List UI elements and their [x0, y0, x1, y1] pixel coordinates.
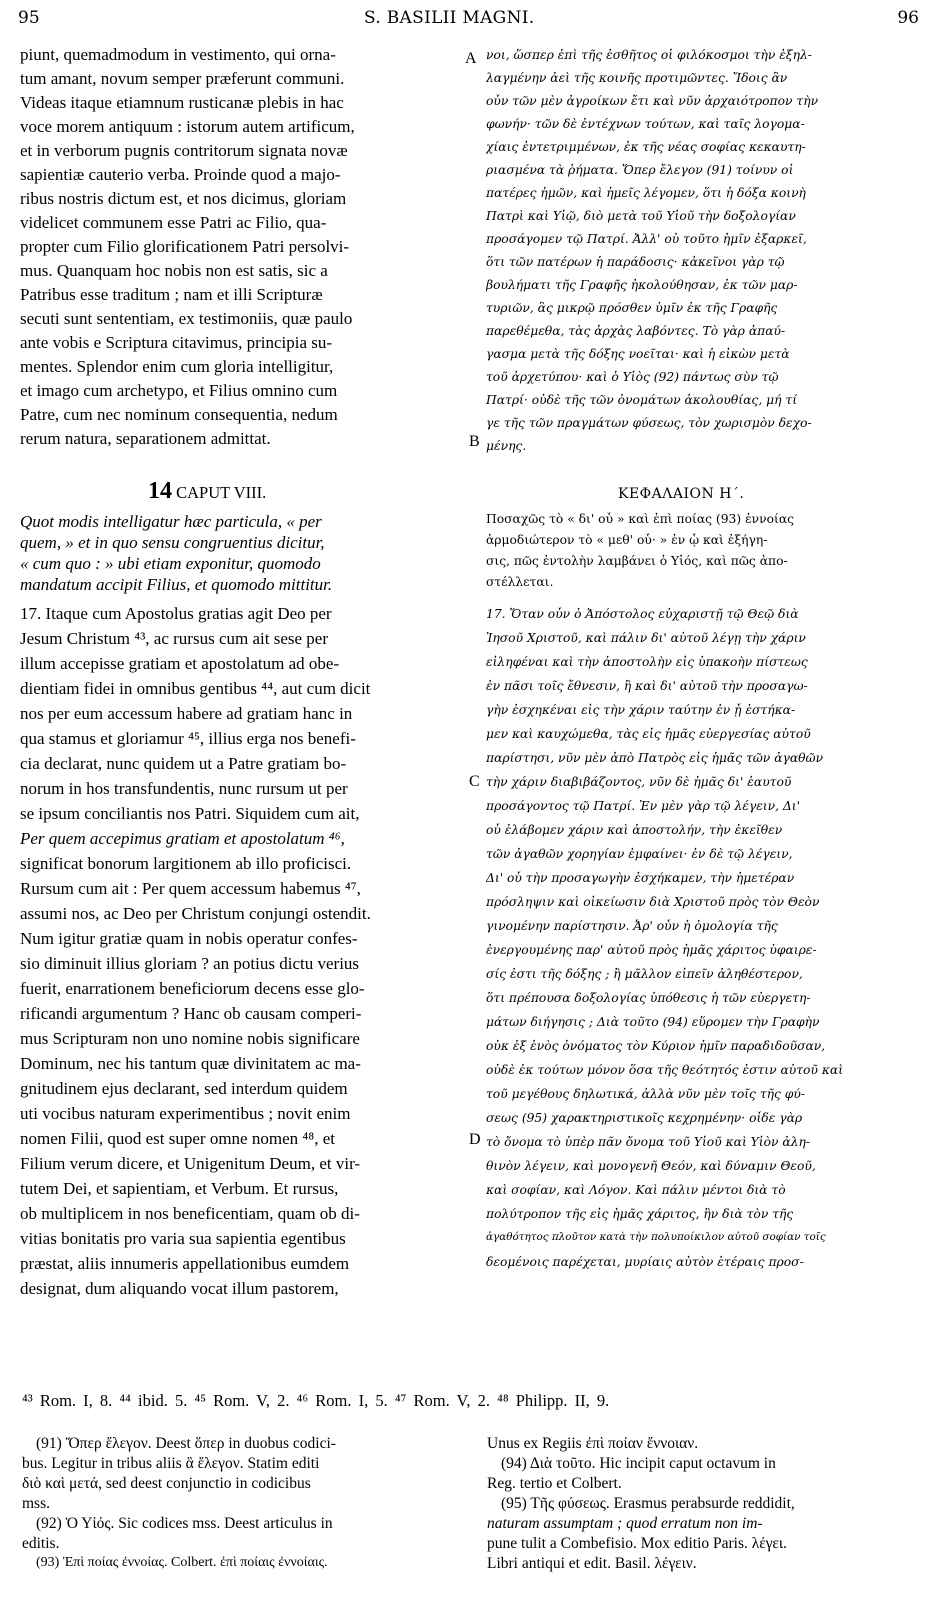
latin-line: 17. Itaque cum Apostolus gratias agit Deo per: [20, 604, 332, 623]
latin-line: mentes. Splendor enim cum gloria intelligitur,: [20, 357, 334, 376]
greek-line: καὶ σοφίαν, καὶ Λόγον. Καὶ πάλιν μέντοι διὰ τὸ: [486, 1183, 786, 1197]
chapter-title-latin: CAPUT VIII.: [176, 483, 267, 502]
greek-line: πρόσληψιν καὶ οἰκείωσιν διὰ Χριστοῦ πρὸς τὸν Θεὸν: [486, 895, 820, 909]
latin-line: uti vocibus naturam experimentibus ; novit enim: [20, 1104, 351, 1123]
greek-line: τυριῶν, ἃς μικρῷ πρόσθεν ὑμῖν ἐκ τῆς Γραφῆς: [486, 301, 778, 315]
margin-letter-a: A: [465, 50, 477, 67]
greek-line: Ἰησοῦ Χριστοῦ, καὶ πάλιν δι' αὐτοῦ λέγῃ τὴν χάριν: [486, 631, 806, 645]
footnote-line: mss.: [22, 1495, 50, 1512]
latin-line: Patribus esse traditum ; nam et illi Scripturæ: [20, 285, 323, 304]
latin-line: præstat, aliis innumeris appellationibus eumdem: [20, 1254, 350, 1273]
latin-line: Dominum, nec his tantum quæ divinitatem ac ma-: [20, 1054, 361, 1073]
greek-line: προσάγοντος τῷ Πατρί. Ἐν μὲν γὰρ τῷ λέγειν, Δι': [486, 799, 800, 813]
latin-line: dientiam fidei in omnibus gentibus ⁴⁴, aut cum dicit: [20, 679, 371, 698]
footnote-line: διὸ καὶ μετά, sed deest conjunctio in codicibus: [22, 1475, 311, 1492]
latin-line: tum amant, novum semper præferunt communi.: [20, 69, 345, 88]
footnote-line: naturam assumptam ; quod erratum non im-: [487, 1515, 763, 1532]
greek-line: παρίστησι, νῦν μὲν ἀπὸ Πατρὸς εἰς ἡμᾶς τῶν ἀγαθῶν: [486, 751, 824, 765]
latin-line: tutem Dei, et sapientiam, et Verbum. Et rursus,: [20, 1179, 339, 1198]
scripture-references: ⁴³ Rom. I, 8. ⁴⁴ ibid. 5. ⁴⁵ Rom. V, 2. ⁴⁶ Rom. I, 5. ⁴⁷ Rom. V, 2. ⁴⁸ Philipp. II, 9.: [22, 1391, 610, 1410]
greek-line: φωνήν· τῶν δὲ ἐντέχνων τούτων, καὶ ταῖς λογομα-: [486, 117, 805, 131]
latin-line: assumi nos, ac Deo per Christum conjungi ostendit.: [20, 904, 371, 923]
latin-line: norum in hos transfundentis, nunc rursum ut per: [20, 779, 348, 798]
margin-letter-c: C: [469, 773, 480, 790]
latin-line: nos per eum accessum habere ad gratiam hanc in: [20, 704, 353, 723]
latin-line: voce morem antiquum : istorum autem artificum,: [20, 117, 355, 136]
greek-line: ἐν πᾶσι τοῖς ἔθνεσιν, ἢ καὶ δι' αὐτοῦ τὴν προσαγω-: [486, 679, 808, 693]
greek-line: πατέρες ἡμῶν, καὶ ἡμεῖς λέγομεν, ὅτι ἡ δόξα κοινὴ: [486, 186, 806, 200]
summary-line: ἁρμοδιώτερον τὸ « μεθ' οὗ· » ἐν ᾧ καὶ ἐξήγη-: [486, 533, 768, 547]
greek-line: ἀγαθότητος πλοῦτον κατὰ τὴν πολυποίκιλον αὐτοῦ σοφίαν τοῖς: [486, 1231, 826, 1243]
greek-line: τοῦ ἀρχετύπου· καὶ ὁ Υἱὸς (92) πάντως σὺν τῷ: [486, 370, 779, 384]
greek-line: μένης.: [486, 439, 527, 453]
latin-line: qua stamus et gloriamur ⁴⁵, illius erga nos benefi-: [20, 729, 356, 748]
greek-line: τὴν χάριν διαβιβάζοντος, νῦν δὲ ἡμᾶς δι' ἑαυτοῦ: [486, 775, 792, 789]
greek-line: νοι, ὥσπερ ἐπὶ τῆς ἐσθῆτος οἱ φιλόκοσμοι τὴν ἐξηλ-: [486, 48, 812, 62]
greek-line: οὖν τῶν μὲν ἀγροίκων ἔτι καὶ νῦν ἀρχαιότροπον τὴν: [486, 94, 819, 108]
greek-line: σεως (95) χαρακτηριστικοῖς κεχρημένην· οἶδε γὰρ: [486, 1111, 803, 1125]
footnote-line: bus. Legitur in tribus aliis ἃ ἔλεγον. Statim editi: [22, 1455, 320, 1472]
latin-line: ante vobis e Scriptura citavimus, principia su-: [20, 333, 333, 352]
latin-line: Per quem accepimus gratiam et apostolatum ⁴⁶,: [20, 829, 345, 848]
latin-line: designat, dum aliquando vocat illum pastorem,: [20, 1279, 339, 1298]
latin-line: propter cum Filio glorificationem Patri persolvi-: [20, 237, 350, 256]
latin-line: et imago cum archetypo, et Filius omnino cum: [20, 381, 338, 400]
summary-line: στέλλεται.: [486, 575, 554, 589]
latin-line: sapientiæ cauterio verba. Proinde quod a majo-: [20, 165, 341, 184]
right-page-number: 96: [897, 8, 919, 28]
greek-line: χίαις ἐντετριμμένων, ἐκ τῆς νέας σοφίας κεκαυτη-: [486, 140, 806, 154]
chapter-title-greek: ΚΕΦΑΛΑΙΟΝ Η΄.: [618, 486, 745, 502]
greek-line: Πατρὶ καὶ Υἱῷ, διὸ μετὰ τοῦ Υἱοῦ τὴν δοξολογίαν: [486, 209, 796, 223]
latin-line: et in verborum pugnis contritorum signata novæ: [20, 141, 348, 160]
latin-line: se ipsum conciliantis nos Patri. Siquidem cum ait,: [20, 804, 360, 823]
footnote-line: (93) Ἐπὶ ποίας ἐννοίας. Colbert. ἐπὶ ποίαις ἐννοίαις.: [36, 1555, 328, 1570]
summary-line: quem, » et in quo sensu congruentius dicitur,: [20, 533, 325, 552]
greek-line: σίς ἐστι τῆς δόξης ; ἢ μᾶλλον εἰπεῖν ἀληθέστερον,: [486, 967, 803, 981]
greek-line: μάτων διήγησις ; Διὰ τοῦτο (94) εὕρομεν τὴν Γραφὴν: [486, 1015, 820, 1029]
greek-line: μεν καὶ καυχώμεθα, τὰς εἰς ἡμᾶς εὐεργεσίας αὐτοῦ: [486, 727, 811, 741]
greek-line: εἰληφέναι καὶ τὴν ἀποστολὴν εἰς ὑπακοὴν πίστεως: [486, 655, 808, 669]
running-title: S. BASILII MAGNI.: [364, 8, 535, 28]
latin-line: Videas itaque etiamnum rusticanæ plebis in hac: [20, 93, 344, 112]
latin-line: Num igitur gratiæ quam in nobis operatur confes-: [20, 929, 358, 948]
greek-line: ὅτι τῶν πατέρων ἡ παράδοσις· κἀκεῖνοι γὰρ τῷ: [486, 255, 785, 269]
footnote-line: Libri antiqui et edit. Basil. λέγειν.: [487, 1555, 697, 1572]
latin-line: significat bonorum largitionem ab illo proficisci.: [20, 854, 352, 873]
greek-line: Πατρί· οὐδὲ τῆς τῶν ὀνομάτων ἀκολουθίας, μή τί: [486, 393, 798, 407]
latin-line: Rursum cum ait : Per quem accessum habemus ⁴⁷,: [20, 879, 361, 898]
latin-line: cia declarat, nunc quidem ut a Patre gratiam bo-: [20, 754, 347, 773]
latin-line: Jesum Christum ⁴³, ac rursus cum ait sese per: [20, 629, 328, 648]
left-page-number: 95: [18, 8, 40, 28]
greek-line: γασμα μετὰ τῆς δόξης νοεῖται· καὶ ἡ εἰκὼν μετὰ: [486, 347, 790, 361]
greek-line: ὅτι πρέπουσα δοξολογίας ὑπόθεσις ἡ τῶν εὐεργετη-: [486, 991, 811, 1005]
footnote-line: pune tulit a Combefisio. Mox editio Paris. λέγει.: [487, 1535, 787, 1552]
footnote-line: (92) Ὁ Υἱός. Sic codices mss. Deest articulus in: [36, 1515, 333, 1532]
footnote-line: Reg. tertio et Colbert.: [487, 1475, 622, 1492]
greek-line: πολύτροπον τῆς εἰς ἡμᾶς χάριτος, ἣν διὰ τὸν τῆς: [486, 1207, 794, 1221]
latin-line: illum accepisse gratiam et apostolatum ad obe-: [20, 654, 340, 673]
greek-line: γὴν ἐσχηκέναι εἰς τὴν χάριν ταύτην ἐν ᾗ ἑστήκα-: [486, 703, 796, 717]
greek-line: τοῦ μεγέθους δηλωτικά, ἀλλὰ νῦν μὲν τοῖς τῆς φύ-: [486, 1087, 806, 1101]
margin-letter-b: B: [469, 433, 480, 450]
greek-line: θινὸν λέγειν, καὶ μονογενῆ Θεόν, καὶ δύναμιν Θεοῦ,: [486, 1159, 816, 1173]
greek-line: ἐνεργουμένης παρ' αὐτοῦ πρὸς ἡμᾶς χάριτος ὑφαιρε-: [486, 943, 817, 957]
greek-line: προσάγομεν τῷ Πατρί. Ἀλλ' οὐ τοῦτο ἡμῖν ἐξαρκεῖ,: [486, 232, 807, 246]
summary-line: mandatum accipit Filius, et quomodo mittitur.: [20, 575, 333, 594]
greek-line: οὐκ ἐξ ἑνὸς ὀνόματος τὸν Κύριον ἡμῖν παραδιδοῦσαν,: [486, 1039, 826, 1053]
summary-line: σις, πῶς ἐντολὴν λαμβάνει ὁ Υἱός, καὶ πῶς ἀπο-: [486, 554, 788, 568]
latin-line: videlicet communem esse Patri ac Filio, qua-: [20, 213, 327, 232]
latin-line: rerum natura, separationem admittat.: [20, 429, 271, 448]
summary-line: Ποσαχῶς τὸ « δι' οὗ » καὶ ἐπὶ ποίας (93) ἐννοίας: [486, 512, 795, 526]
footnote-line: (91) Ὅπερ ἔλεγον. Deest ὅπερ in duobus codici-: [36, 1435, 336, 1452]
summary-line: « cum quo : » ubi etiam exponitur, quomodo: [20, 554, 321, 573]
greek-line: τῶν ἀγαθῶν χορηγίαν ἐμφαίνει· ἐν δὲ τῷ λέγειν,: [486, 847, 793, 861]
greek-line: γινομένην παρίστησιν. Ἆρ' οὖν ἡ ὁμολογία τῆς: [486, 919, 778, 933]
footnote-line: (95) Τῆς φύσεως. Erasmus perabsurde reddidit,: [501, 1495, 795, 1512]
greek-line: δεομένοις παρέχεται, μυρίαις αὐτὸν ἑτέραις προσ-: [486, 1255, 804, 1269]
latin-line: vitias bonitatis pro varia sua sapientia egentibus: [20, 1229, 346, 1248]
latin-line: ribus nostris dictum est, et nos dicimus, gloriam: [20, 189, 347, 208]
greek-line: Δι' οὗ τὴν προσαγωγὴν ἐσχήκαμεν, τὴν ἡμετέραν: [486, 871, 795, 885]
latin-line: nomen Filii, quod est super omne nomen ⁴⁸, et: [20, 1129, 335, 1148]
greek-line: 17. Ὅταν οὖν ὁ Ἀπόστολος εὐχαριστῇ τῷ Θεῷ διὰ: [486, 607, 799, 621]
greek-line: γε τῆς τῶν πραγμάτων φύσεως, τὸν χωρισμὸν δεχο-: [486, 416, 812, 430]
latin-line: fuerit, enarrationem beneficiorum decens esse glo-: [20, 979, 365, 998]
latin-line: piunt, quemadmodum in vestimento, qui orna-: [20, 45, 336, 64]
footnote-line: (94) Διὰ τοῦτο. Hic incipit caput octavum in: [501, 1455, 776, 1472]
greek-line: ριασμένα τὰ ῥήματα. Ὅπερ ἔλεγον (91) τοίνυν οἱ: [486, 163, 794, 177]
greek-line: τὸ ὄνομα τὸ ὑπὲρ πᾶν ὄνομα τοῦ Υἱοῦ καὶ Υἱὸν ἀλη-: [486, 1135, 811, 1149]
latin-line: Filium verum dicere, et Unigenitum Deum, et vir-: [20, 1154, 361, 1173]
greek-line: λαγμένην ἀεὶ τῆς κοινῆς προτιμῶντες. Ἴδοις ἂν: [486, 71, 788, 85]
footnote-line: editis.: [22, 1535, 60, 1552]
summary-line: Quot modis intelligatur hæc particula, « per: [20, 512, 322, 531]
latin-line: Patre, cum nec nominum consequentia, nedum: [20, 405, 338, 424]
margin-letter-d: D: [469, 1131, 481, 1148]
footnote-line: Unus ex Regiis ἐπὶ ποίαν ἔννοιαν.: [487, 1435, 699, 1452]
chapter-heading-latin: [148, 478, 266, 505]
greek-line: βουλήματι τῆς Γραφῆς ἠκολούθησαν, ἐκ τῶν μαρ-: [486, 278, 798, 292]
greek-line: οὗ ἐλάβομεν χάριν καὶ ἀποστολήν, τὴν ἐκεῖθεν: [486, 823, 783, 837]
latin-line: rificandi argumentum ? Hanc ob causam comperi-: [20, 1004, 362, 1023]
greek-line: παρεθέμεθα, τὰς ἀρχὰς λαβόντες. Τὸ γὰρ ἀπαύ-: [486, 324, 786, 338]
latin-line: secuti sunt sententiam, ex testimoniis, quæ paulo: [20, 309, 353, 328]
latin-line: mus. Quanquam hoc nobis non est satis, sic a: [20, 261, 328, 280]
latin-line: ob multiplicem in nos beneficentiam, quam ob di-: [20, 1204, 360, 1223]
latin-line: gnitudinem ejus declarant, sed interdum quidem: [20, 1079, 348, 1098]
latin-line: sio diminuit illius gloriam ? an potius dictu verius: [20, 954, 360, 973]
chapter-number: 14: [148, 478, 172, 504]
latin-line: mus Scripturam non uno nomine nobis significare: [20, 1029, 360, 1048]
greek-line: οὐδὲ ἐκ τούτων μόνον ὅσα τῆς θεότητός ἐστιν αὐτοῦ καὶ: [486, 1063, 844, 1077]
